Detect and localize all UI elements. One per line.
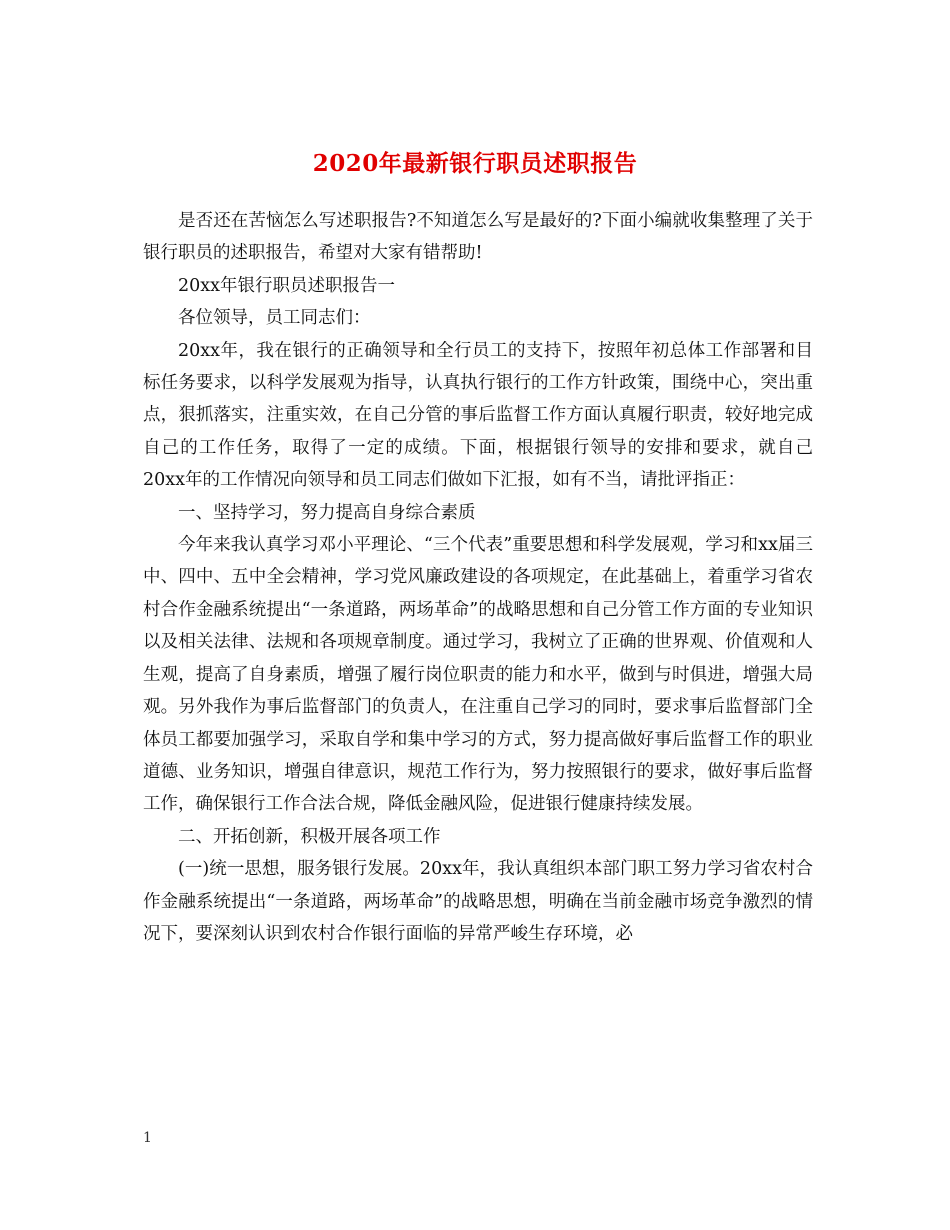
section-heading: 二、开拓创新，积极开展各项工作	[178, 826, 441, 847]
section-title: 20xx年银行职员述职报告一	[178, 275, 396, 296]
salutation: 各位领导，员工同志们：	[178, 308, 371, 329]
body-paragraph: 20xx年，我在银行的正确领导和全行员工的支持下，按照年初总体工作部署和目标任务要求，以科学发展观为指导，认真执行银行的工作方针政策，围绕中心，突出重点，狠抓落实，注重实效，在自己分管的事后监督工作方面认真履行职责，较好地完成自己的工作任务，取得了一定的成绩。下面，根据银行领导的安排和要求，就自己20xx年的工作情况向领导和员工同志们做如下汇报，如有不当，请批评指正：	[143, 340, 813, 491]
section-heading: 一、坚持学习，努力提高自身综合素质	[178, 502, 476, 523]
page-number: 1	[143, 1130, 152, 1146]
document-body	[143, 205, 813, 950]
intro-paragraph: 是否还在苦恼怎么写述职报告?不知道怎么写是最好的?下面小编就收集整理了关于银行职员的述职报告，希望对大家有错帮助!	[143, 211, 813, 264]
body-paragraph: (一)统一思想，服务银行发展。20xx年，我认真组织本部门职工努力学习省农村合作金融系统提出“一条道路，两场革命”的战略思想，明确在当前金融市场竞争激烈的情况下，要深刻认识到农村合作银行面临的异常严峻生存环境，必	[143, 859, 813, 944]
body-paragraph: 今年来我认真学习邓小平理论、“三个代表”重要思想和科学发展观，学习和xx届三中、四中、五中全会精神，学习党风廉政建设的各项规定，在此基础上，着重学习省农村合作金融系统提出“一条道路，两场革命”的战略思想和自己分管工作方面的专业知识以及相关法律、法规和各项规章制度。通过学习，我树立了正确的世界观、价值观和人生观，提高了自身素质，增强了履行岗位职责的能力和水平，做到与时俱进，增强大局观。另外我作为事后监督部门的负责人，在注重自己学习的同时，要求事后监督部门全体员工都要加强学习，采取自学和集中学习的方式，努力提高做好事后监督工作的职业道德、业务知识，增强自律意识，规范工作行为，努力按照银行的要求，做好事后监督工作，确保银行工作合法合规，降低金融风险，促进银行健康持续发展。	[143, 535, 813, 815]
page-title: 2020年最新银行职员述职报告	[312, 150, 638, 178]
